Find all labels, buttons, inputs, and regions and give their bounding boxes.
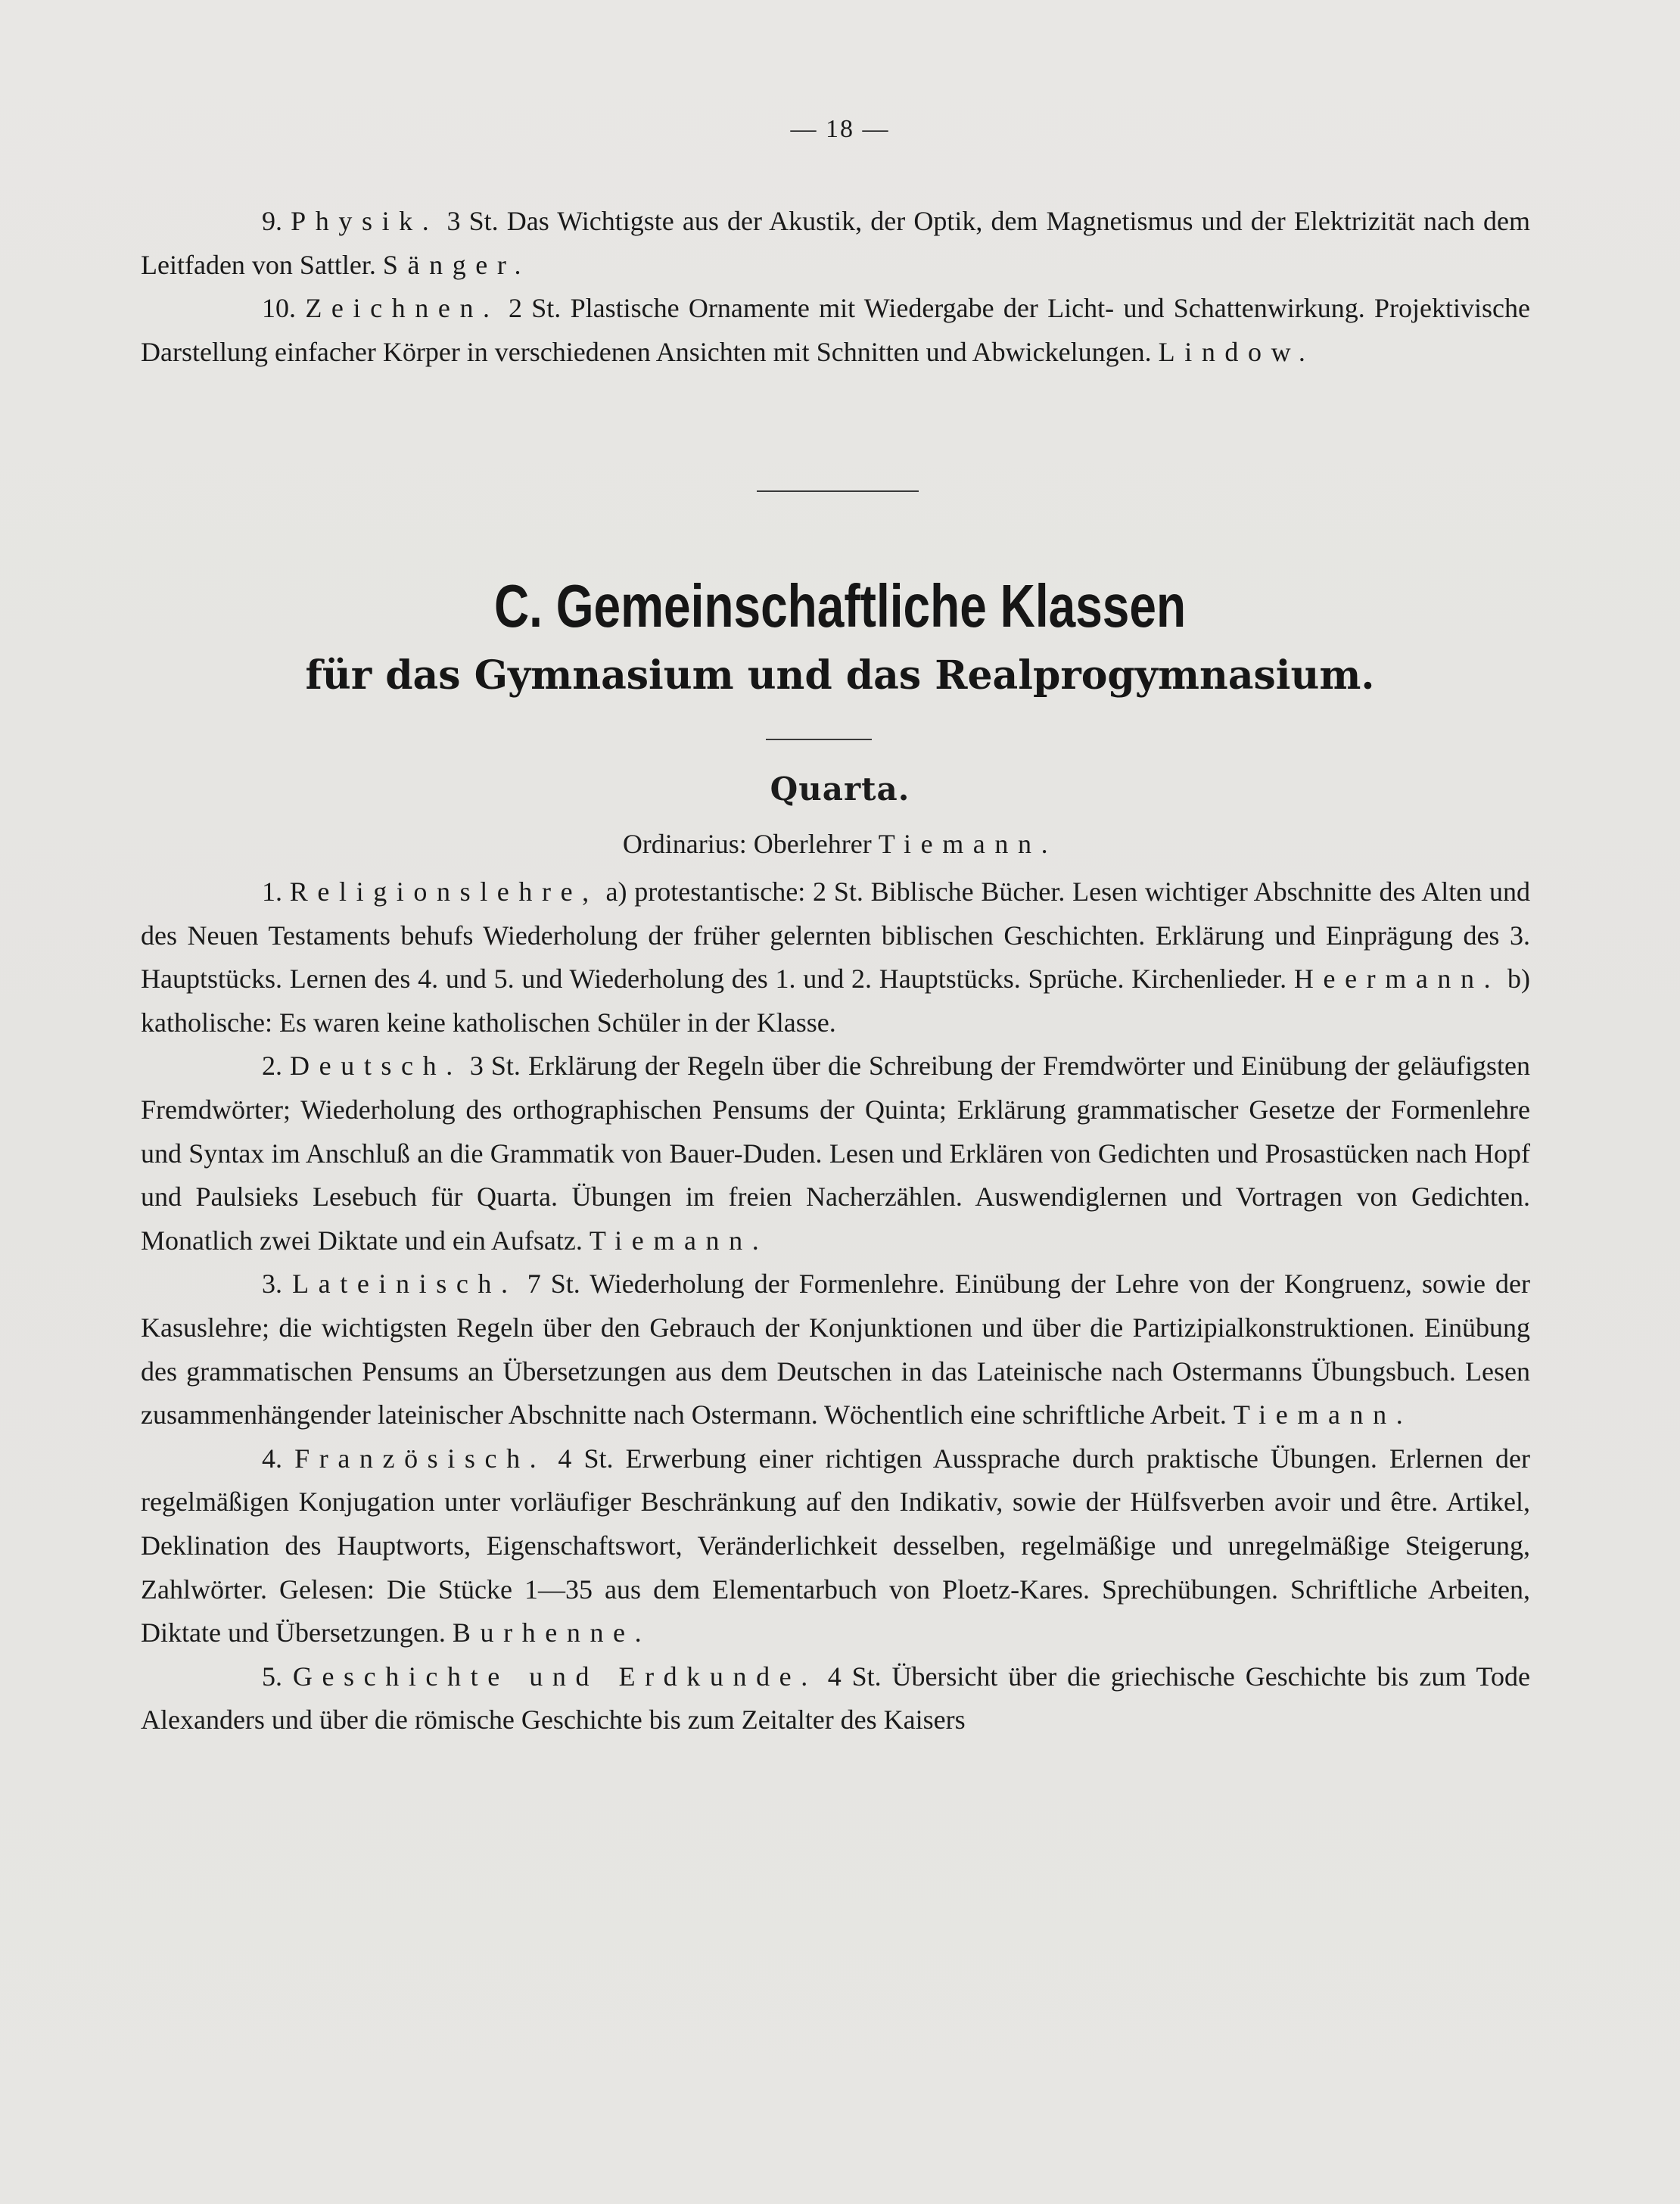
subtitle-divider: [766, 739, 872, 740]
teacher-name: Heermann.: [1293, 963, 1501, 995]
paragraph-deutsch: 2. Deutsch. 3 St. Erklärung der Regeln über die Schreibung der Fremdwörter und Einübung der geläufigsten Fremdwörter; Wiederholung des orthographischen Pensums der Quinta; Erklärung grammatischer Gesetze der Formenlehre und Syntax im Anschluß an die Grammatik von Bauer-Duden. Lesen und Erklären von Gedichten und Prosastücken nach Hopf und Paulsieks Lesebuch für Quarta. Übungen im freien Nacherzählen. Auswendiglernen und Vortragen von Gedichten. Monatlich zwei Diktate und ein Aufsatz. Tiemann.: [141, 1051, 1531, 1256]
top-section: [141, 200, 1530, 374]
section-subtitle: für das Gymnasium und das Realprogymnasium.: [305, 652, 1375, 699]
paragraph-geschichte-erdkunde: 5. Geschichte und Erdkunde. 4 St. Übersicht über die griechische Geschichte bis zum Tode Alexanders und über die römische Geschichte bis zum Zeitalter des Kaisers: [141, 1661, 1530, 1735]
page-number: — 18 —: [790, 115, 890, 143]
teacher-name: Tiemann.: [1233, 1399, 1413, 1430]
paragraph-lateinisch: 3. Lateinisch. 7 St. Wiederholung der Formenlehre. Einübung der Lehre von der Kongruenz, sowie der Kasuslehre; die wichtigsten Regeln über den Gebrauch der Konjunktionen und über die Partizipialkonstruktionen. Einübung des grammatischen Pensums an Übersetzungen aus dem Deutschen in das Lateinische nach Ostermanns Übungsbuch. Lesen zusammenhängender lateinischer Abschnitte nach Ostermann. Wöchentlich eine schriftliche Arbeit. Tiemann.: [141, 1269, 1531, 1430]
teacher-name: Sänger.: [382, 249, 531, 280]
subject-name: Deutsch.: [290, 1051, 462, 1082]
subject-name: Geschichte und Erdkunde.: [292, 1661, 817, 1692]
teacher-name: Lindow.: [1158, 336, 1315, 367]
subject-name: Zeichnen.: [305, 293, 499, 324]
paragraph-franzoesisch: 4. Französisch. 4 St. Erwerbung einer richtigen Aussprache durch praktische Übungen. Erlernen der regelmäßigen Konjugation unter vorläufiger Beschränkung auf den Indikativ, sowie der Hülfsverben avoir und être. Artikel, Deklination des Hauptworts, Eigenschaftswort, Veränderlichkeit desselben, regelmäßige und unregelmäßige Steigerung, Zahlwörter. Gelesen: Die Stücke 1—35 aus dem Elementarbuch von Ploetz-Kares. Sprechübungen. Schriftliche Arbeiten, Diktate und Übersetzungen. Burhenne.: [141, 1443, 1531, 1648]
teacher-name: Burhenne.: [452, 1617, 652, 1648]
ordinarius-line: Ordinarius: Oberlehrer Tiemann.: [622, 829, 1058, 859]
teacher-name: Tiemann.: [878, 829, 1058, 859]
subject-name: Lateinisch.: [292, 1269, 518, 1300]
class-title: Quarta.: [770, 770, 910, 808]
teacher-name: Tiemann.: [589, 1225, 769, 1256]
section-divider: [757, 490, 919, 492]
paragraph-zeichnen: 10. Zeichnen. 2 St. Plastische Ornamente mit Wiedergabe der Licht- und Schattenwirkung. Projektivische Darstellung einfacher Körper in verschiedenen Ansichten mit Schnitten und Abwickelungen. Lindow.: [141, 293, 1530, 367]
subject-name: Physik.: [291, 206, 439, 236]
section-title: C. Gemeinschaftliche Klassen: [493, 572, 1187, 640]
paragraph-religionslehre: 1. Religionslehre, a) protestantische: 2 St. Biblische Bücher. Lesen wichtiger Abschnitte des Alten und des Neuen Testaments behufs Wiederholung der früher gelernten biblischen Geschichten. Erklärung und Einprägung des 3. Hauptstücks. Lernen des 4. und 5. und Wiederholung des 1. und 2. Hauptstücks. Sprüche. Kirchenlieder. Heermann. b) katholische: Es waren keine katholischen Schüler in der Klasse.: [141, 876, 1531, 1038]
subject-name: Französisch.: [294, 1443, 546, 1474]
paragraph-physik: 9. Physik. 3 St. Das Wichtigste aus der Akustik, der Optik, dem Magnetismus und der Elektrizität nach dem Leitfaden von Sattler. Sänger.: [141, 206, 1531, 280]
subject-name: Religionslehre,: [289, 876, 599, 907]
subjects-section: [141, 870, 1530, 1742]
